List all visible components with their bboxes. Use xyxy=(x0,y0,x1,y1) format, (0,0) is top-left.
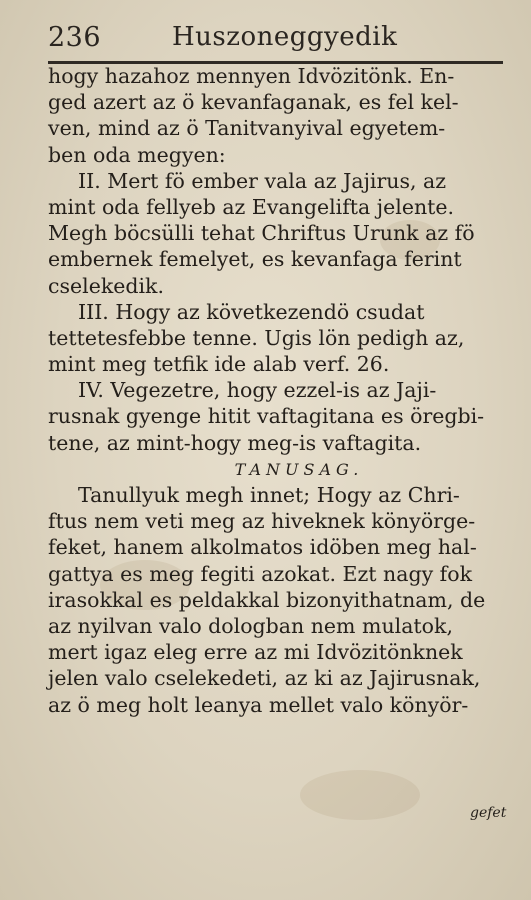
section-heading: TANUSAG. xyxy=(234,459,364,479)
text-line: Tanullyuk megh innet; Hogy az Chri- xyxy=(78,483,460,507)
text-line: rusnak gyenge hitit vaftagitana es öregbi- xyxy=(48,404,485,429)
text-line: az nyilvan valo dologban nem mulatok, xyxy=(48,613,453,638)
text-line: embernek femelyet, es kevanfaga ferint xyxy=(48,247,462,272)
text-line: irasokkal es peldakkal bizonyithatnam, de xyxy=(48,587,486,612)
text-line: hogy hazahoz mennyen Idvözitönk. En- xyxy=(48,64,455,88)
running-head: Huszoneggyedik xyxy=(172,22,398,52)
text-line: gattya es meg fegiti azokat. Ezt nagy fok xyxy=(48,561,473,586)
text-line: ged azert az ö kevanfaganak, es fel kel- xyxy=(48,90,459,115)
page-number: 236 xyxy=(48,22,102,53)
text-line: ven, mind az ö Tanitvanyival egyetem- xyxy=(48,116,446,141)
text-line: Megh böcsülli tehat Chriftus Urunk az fö xyxy=(48,221,475,246)
catchword: gefet xyxy=(470,805,507,821)
text-line: mint oda fellyeb az Evangelifta jelente. xyxy=(48,194,455,219)
text-line: mint meg tetfik ide alab verf. 26. xyxy=(48,352,390,377)
text-line: IV. Vegezetre, hogy ezzel-is az Jaji- xyxy=(78,378,437,403)
text-line: az ö meg holt leanya mellet valo könyör- xyxy=(48,692,469,717)
text-line: jelen valo cselekedeti, az ki az Jajirusnak, xyxy=(48,666,481,691)
text-line: cselekedik. xyxy=(48,273,164,298)
text-line: II. Mert fö ember vala az Jajirus, az xyxy=(78,168,447,193)
text-line: ben oda megyen: xyxy=(48,142,226,167)
text-line: tene, az mint-hogy meg-is vaftagita. xyxy=(48,430,422,455)
text-line: ftus nem veti meg az hiveknek könyörge- xyxy=(48,509,476,534)
body-text xyxy=(48,63,510,718)
paper-stain xyxy=(300,770,420,820)
page-header xyxy=(48,20,503,60)
text-line: tettetesfebbe tenne. Ugis lön pedigh az, xyxy=(48,325,465,350)
text-line: mert igaz eleg erre az mi Idvözitönknek xyxy=(48,640,463,665)
text-line: III. Hogy az következendö csudat xyxy=(78,299,425,324)
text-line: feket, hanem alkolmatos idöben meg hal- xyxy=(48,535,477,560)
